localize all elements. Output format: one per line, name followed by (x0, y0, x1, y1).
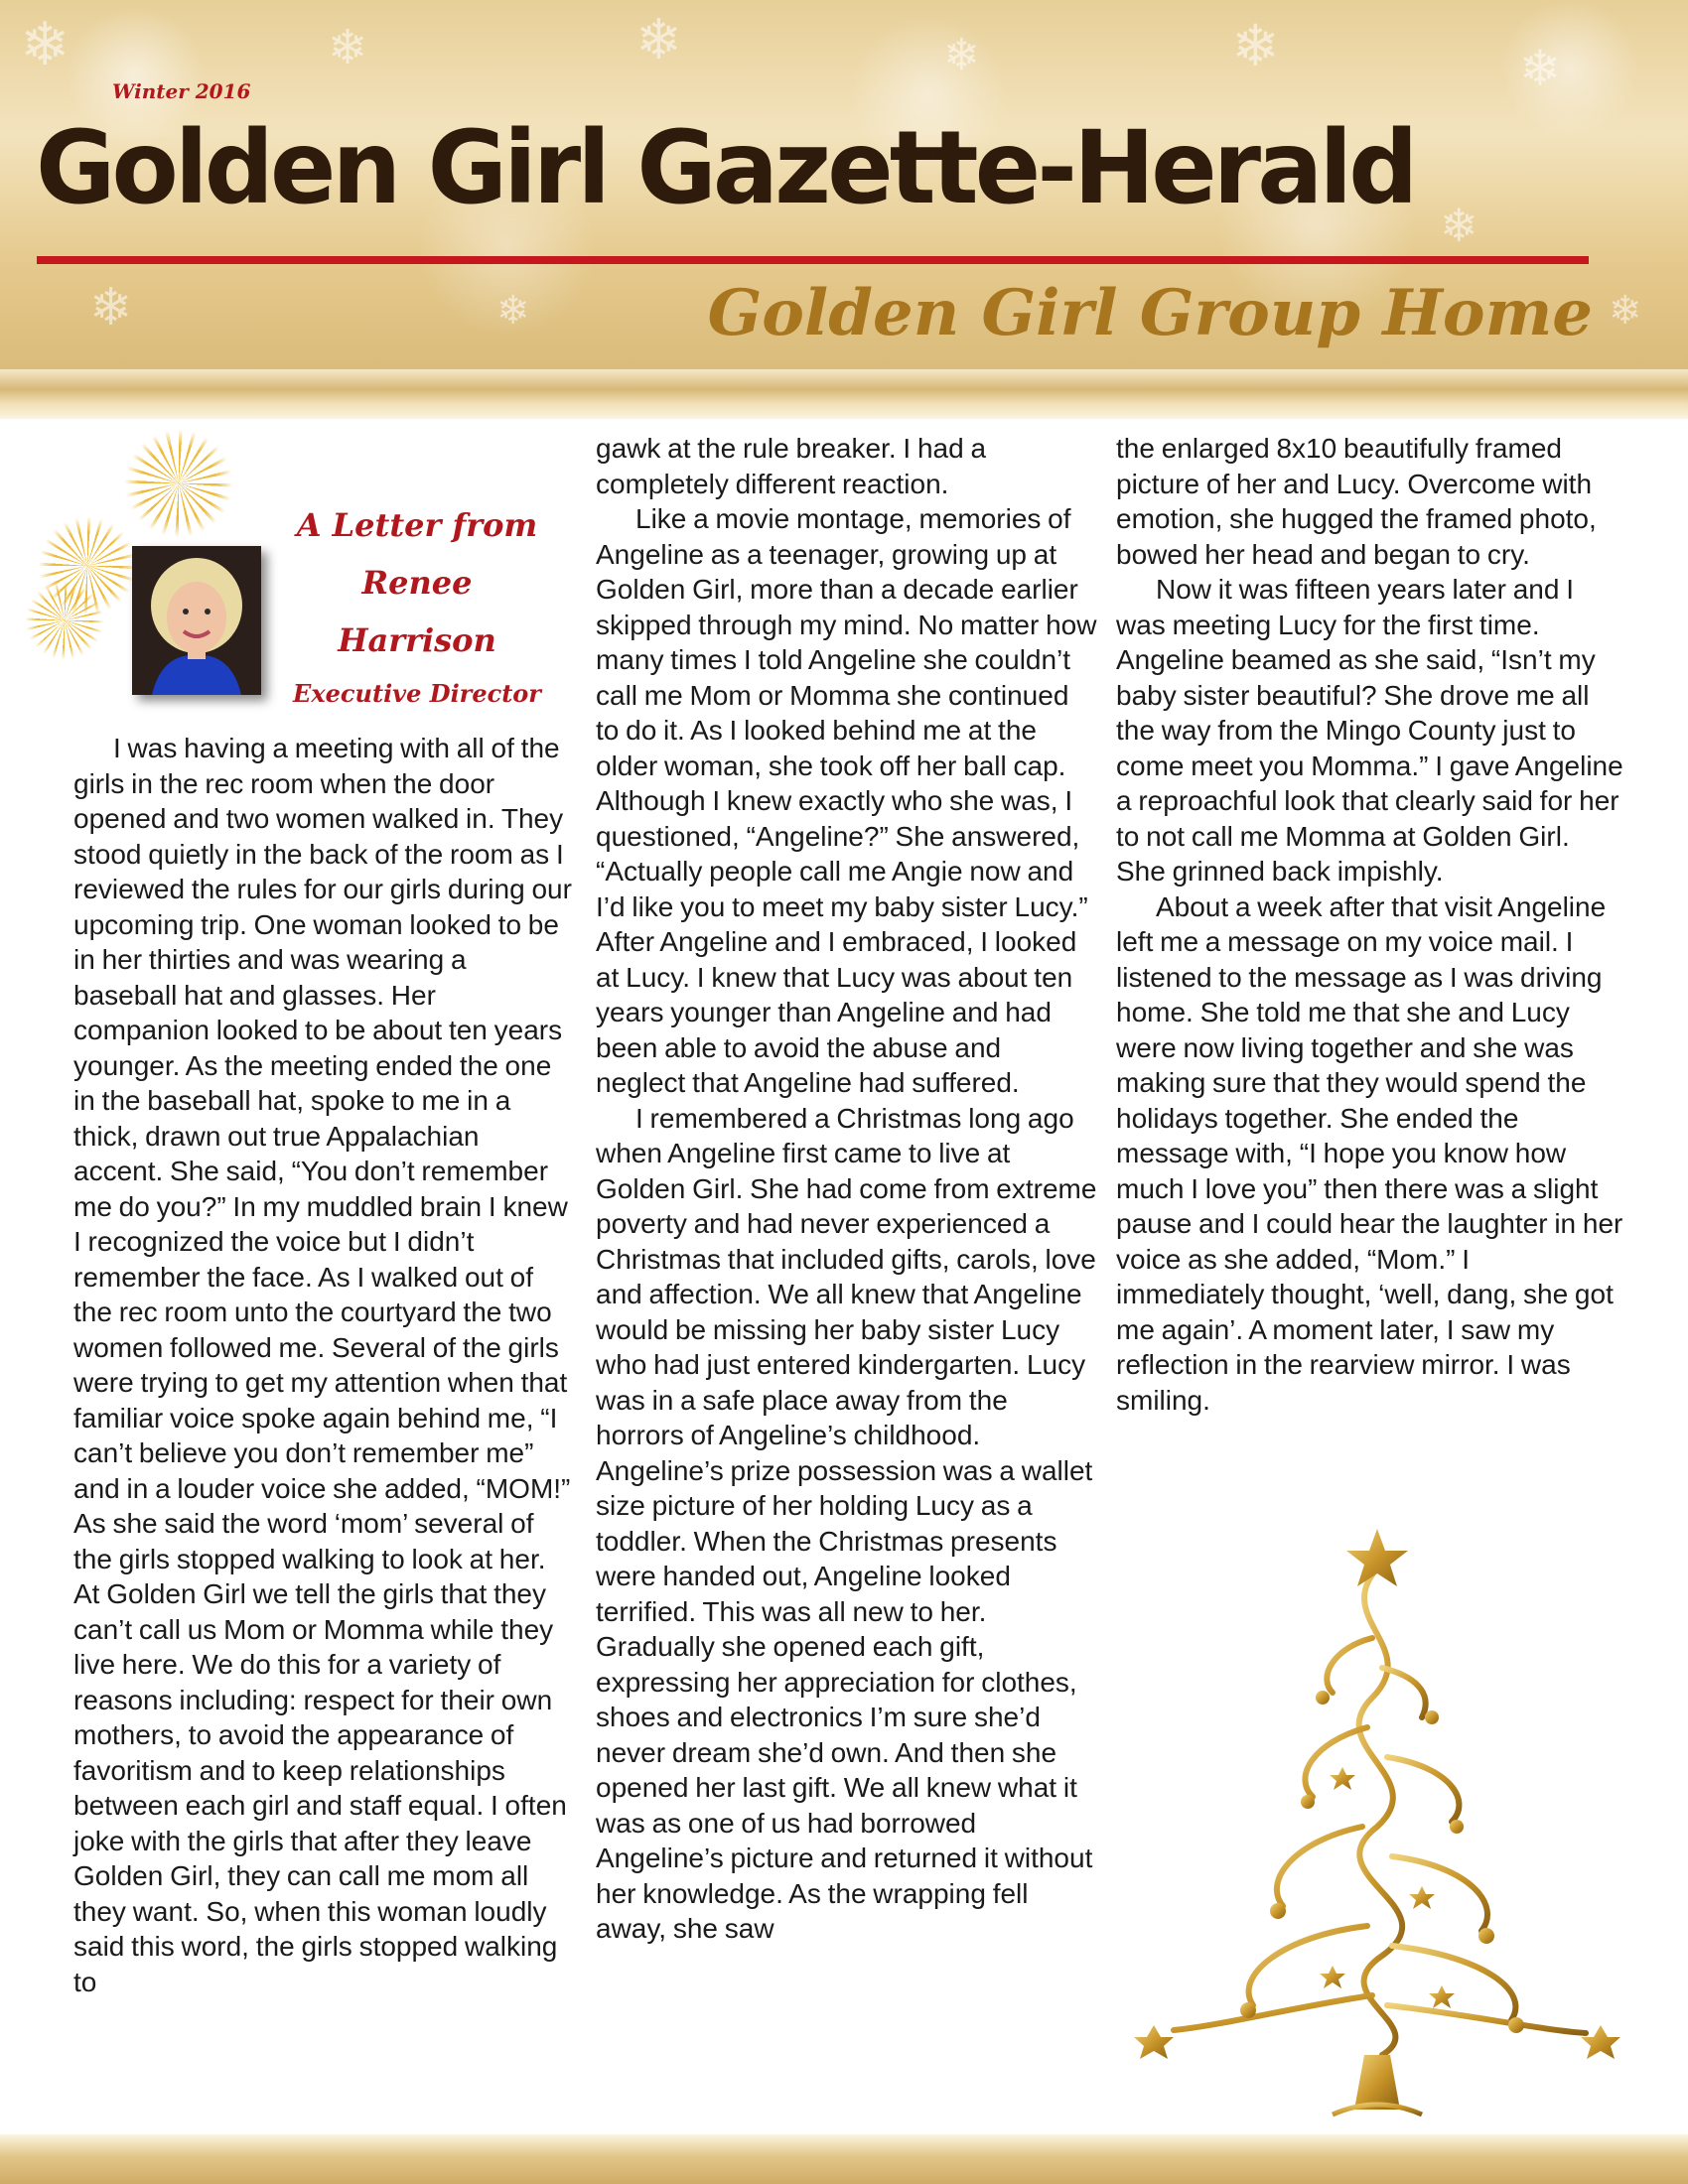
snowflake-icon: ❄ (1609, 288, 1642, 334)
star-icon (1346, 1529, 1408, 1586)
snowflake-icon: ❄ (1519, 40, 1561, 97)
star-icon (1320, 1966, 1345, 1988)
snowflake-icon: ❄ (496, 288, 530, 334)
paragraph: Like a movie montage, memories of Angeline as a teenager, growing up at Golden Girl, more than a decade earlier skipped through my mind. No matter how many times I told Angeline she couldn’t call me Mom or Momma she continued to do it. As I looked behind me at the older woman, she took off her ball cap. Although I knew exactly who she was, I questioned, “Angeline?” She answered, “Actually people call me Angie now and I’d like you to meet my baby sister Lucy.” After Angeline and I embraced, I looked at Lucy. I knew that Lucy was about ten years younger than Angeline and had been able to avoid the abuse and neglect that Angeline had suffered. (596, 503, 1097, 1098)
issue-date: Winter 2016 (112, 79, 251, 103)
paragraph: I remembered a Christmas long ago when Angeline first came to live at Golden Girl. She had come from extreme poverty and had never experienced a Christmas that included gifts, carols, love and affection. We all knew that Angeline would be missing her baby sister Lucy who had just entered kindergarten. Lucy was in a safe place away from the horrors of Angeline’s childhood. Angeline’s prize possession was a wallet size picture of her holding Lucy as a toddler. When the Christmas presents were handed out, Angeline looked terrified. This was all new to her. Gradually she opened each gift, expressing her appreciation for clothes, shoes and electronics I’m sure she’d never dream she’d own. And then she opened her last gift. We all knew what it was as one of us had borrowed Angeline’s picture and returned it without her knowledge. As the wrapping fell away, she saw (596, 1102, 1097, 1944)
snowflake-icon: ❄ (89, 278, 133, 338)
star-icon (1330, 1767, 1355, 1790)
header-banner (0, 0, 1688, 379)
letter-author-title: Executive Director (293, 679, 541, 708)
sparkle-icon (124, 429, 233, 538)
star-icon (1134, 2025, 1174, 2059)
paragraph: Now it was fifteen years later and I was meeting Lucy for the first time. Angeline beamed as she said, “Isn’t my baby sister beautiful? She drove me all the way from the Mingo County just to come meet you Momma.” I gave Angeline a reproachful look that clearly said for her to not call me Momma at Golden Girl. She grinned back impishly. (1116, 574, 1623, 887)
paragraph: the enlarged 8x10 beautifully framed picture of her and Lucy. Overcome with emotion, she hugged the framed photo, bowed her head and began to cry. (1116, 433, 1597, 570)
christmas-tree-icon (1134, 1529, 1620, 2124)
portrait-illustration (132, 546, 261, 695)
article-column-1 (73, 731, 572, 1999)
article-column-2 (596, 431, 1097, 1947)
snowflake-icon: ❄ (1231, 12, 1280, 79)
paragraph: gawk at the rule breaker. I had a completely different reaction. (596, 433, 987, 499)
newsletter-title: Golden Girl Gazette-Herald (36, 109, 1415, 227)
snowflake-icon: ❄ (328, 20, 368, 75)
paragraph: I was having a meeting with all of the girls in the rec room when the door opened and two women walked in. They stood quietly in the back of the room as I reviewed the rules for our girls during our upcoming trip. One woman looked to be in her thirties and was wearing a baseball hat and glasses. Her companion looked to be about ten years younger. As the meeting ended the one in the baseball hat, spoke to me in a thick, drawn out true Appalachian accent. She said, “You don’t remember me do you?” In my muddled brain I knew I recognized the voice but I didn’t remember the face. As I walked out of the rec room unto the courtyard the two women followed me. Several of the girls were trying to get my attention when that familiar voice spoke again behind me, “I can’t believe you don’t remember me” and in a louder voice she added, “MOM!” As she said the word ‘mom’ several of the girls stopped walking to look at her. At Golden Girl we tell the girls that they can’t call us Mom or Momma while they live here. We do this for a variety of reasons including: respect for their own mothers, to avoid the appearance of favoritism and to keep relationships between each girl and staff equal. I often joke with the girls that after they leave Golden Girl, they can call me mom all they want. So, when this woman loudly said this word, the girls stopped walking to (73, 733, 572, 1997)
article-column-3 (1116, 431, 1624, 1418)
snowflake-icon: ❄ (1440, 199, 1478, 252)
letter-heading-line1: A Letter from (296, 506, 538, 544)
star-icon (1581, 2025, 1620, 2059)
title-underline (37, 256, 1589, 264)
paragraph: About a week after that visit Angeline left me a message on my voice mail. I listened to the message as I was driving home. She told me that she and Lucy were now living together and she was making sure that they would spend the holidays together. She ended the message with, “I hope you know how much I love you” then there was a slight pause and I could hear the laughter in her voice as she added, “Mom.” I immediately thought, ‘well, dang, she got me again’. A moment later, I saw my reflection in the rearview mirror. I was smiling. (1116, 890, 1623, 1416)
sparkle-icon (25, 581, 104, 660)
star-icon (1409, 1886, 1435, 1909)
letter-heading (288, 496, 546, 719)
footer-gold-band (0, 2134, 1688, 2184)
letter-author: Renee Harrison (338, 564, 496, 659)
director-photo (132, 546, 261, 695)
star-icon (1429, 1985, 1455, 2008)
snowflake-icon: ❄ (635, 8, 682, 72)
snowflake-icon: ❄ (943, 30, 980, 80)
newsletter-subtitle: Golden Girl Group Home (707, 276, 1593, 350)
snowflake-icon: ❄ (20, 10, 70, 79)
header-gold-band (0, 369, 1688, 419)
